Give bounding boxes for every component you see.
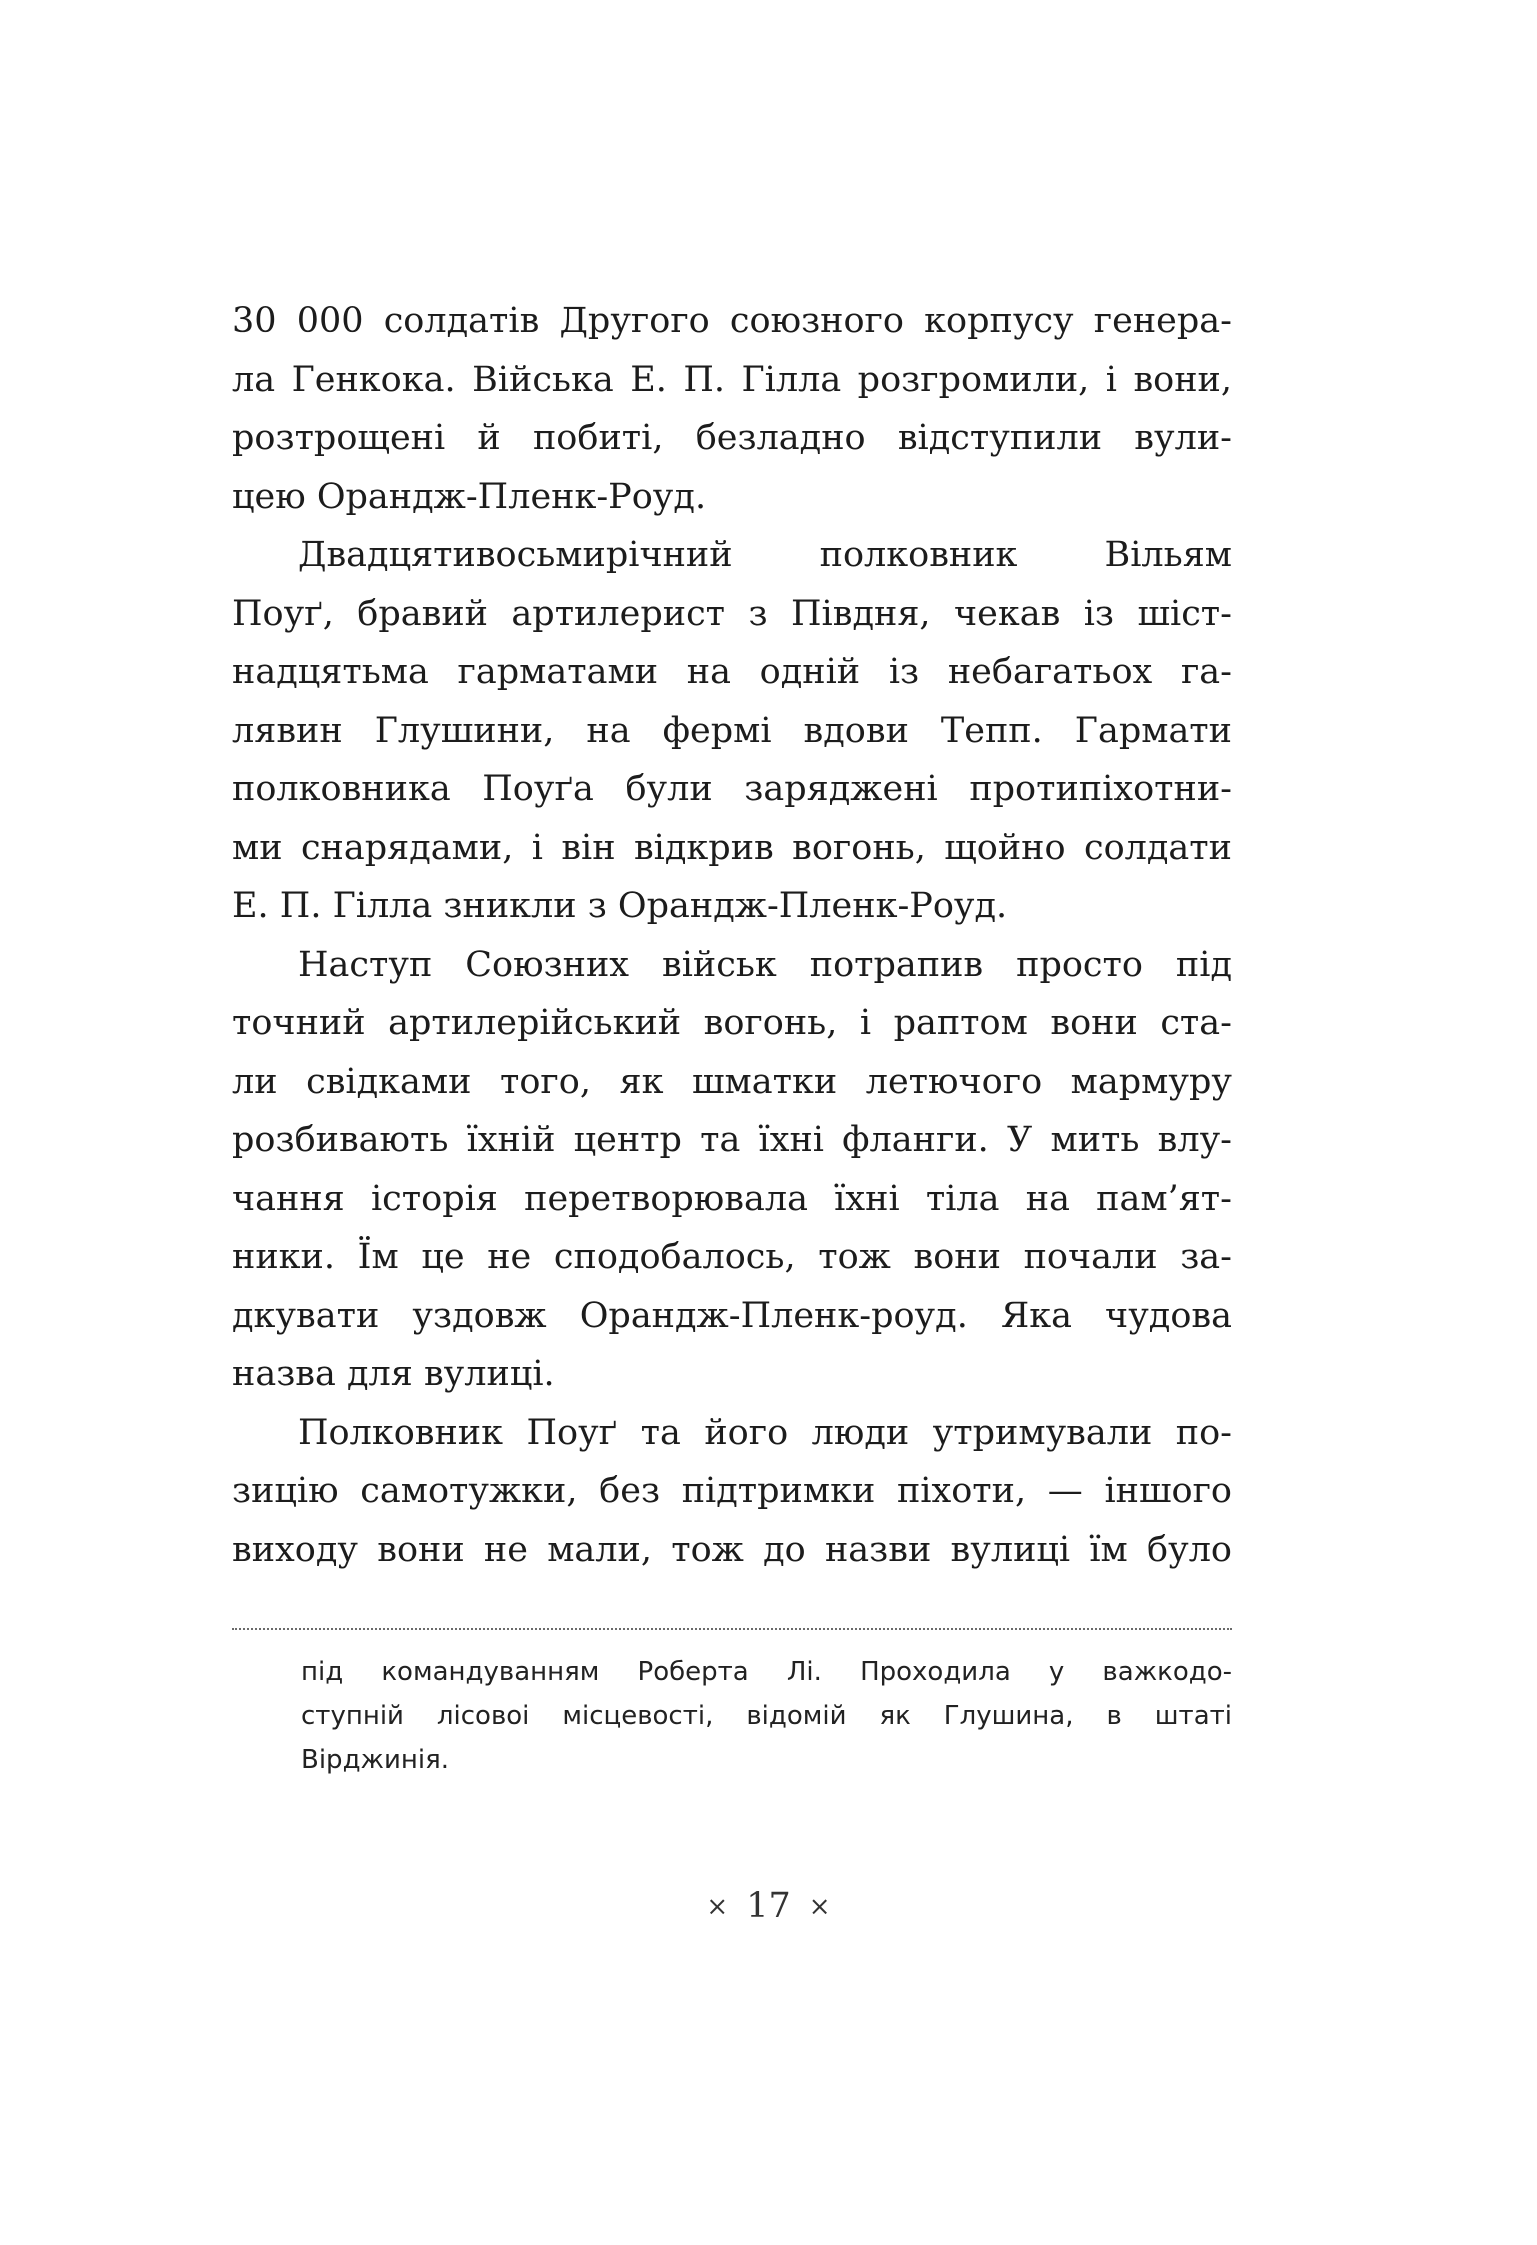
- text-line: надцятьма гарматами на одній із небагатьох га-: [232, 652, 1232, 692]
- text-line: ми снарядами, і він відкрив вогонь, щойно солдати: [232, 827, 1232, 868]
- text-line: розтрощені й побиті, безладно відступили вули-: [232, 418, 1232, 458]
- text-line: цею Орандж-Пленк-Роуд.: [232, 476, 707, 517]
- text-line: ники. Їм це не сподобалось, тож вони почали за-: [232, 1237, 1232, 1277]
- text-line: Поуґ, бравий артилерист з Півдня, чекав із шіст-: [232, 593, 1232, 634]
- text-line: виходу вони не мали, тож до назви вулиці їм було: [232, 1529, 1232, 1570]
- text-line: назва для вулиці.: [232, 1354, 555, 1394]
- footnote: [301, 1650, 1232, 1782]
- page-number-ornament-left: ×: [706, 1892, 729, 1922]
- footnote-divider: [232, 1628, 1232, 1630]
- footnote-line: Вірджинія.: [301, 1745, 449, 1775]
- text-line: ли свідками того, як шматки летючого мармуру: [232, 1061, 1232, 1102]
- footnote-line: ступній лісовоі місцевості, відомій як Глушина, в штаті: [301, 1701, 1232, 1731]
- text-line: Двадцятивосьмирічний полковник Вільям: [298, 535, 1232, 575]
- text-line: дкувати уздовж Орандж-Пленк-роуд. Яка чудова: [232, 1295, 1232, 1336]
- text-line: 30 000 солдатів Другого союзного корпусу генера-: [232, 301, 1232, 341]
- page-number-value: 17: [746, 1886, 791, 1926]
- text-line: ла Генкока. Війська Е. П. Гілла розгромили, і вони,: [232, 359, 1232, 400]
- text-line: Е. П. Гілла зникли з Орандж-Пленк-Роуд.: [232, 886, 1008, 926]
- text-line: Наступ Союзних військ потрапив просто під: [298, 944, 1232, 985]
- text-line: чання історія перетворювала їхні тіла на пам’ят-: [232, 1178, 1232, 1219]
- text-line: лявин Глушини, на фермі вдови Тепп. Гармати: [232, 710, 1232, 751]
- text-line: зицію самотужки, без підтримки піхоти, — іншого: [232, 1471, 1232, 1511]
- footnote-line: під командуванням Роберта Лі. Проходила у важкодо-: [301, 1657, 1232, 1687]
- page-number: [0, 1886, 1537, 1926]
- text-line: полковника Поуґа були заряджені протипіхотни-: [232, 769, 1232, 809]
- text-line: розбивають їхній центр та їхні фланги. У мить влу-: [232, 1120, 1232, 1160]
- main-text: [232, 292, 1232, 1579]
- page-number-ornament-right: ×: [808, 1892, 831, 1922]
- text-line: точний артилерійський вогонь, і раптом вони ста-: [232, 1003, 1232, 1043]
- text-line: Полковник Поуґ та його люди утримували по-: [298, 1412, 1232, 1453]
